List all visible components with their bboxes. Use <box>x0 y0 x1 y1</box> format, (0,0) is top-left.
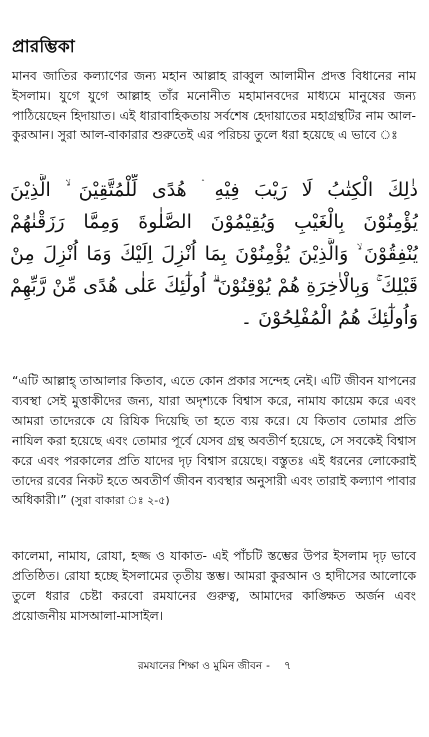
arabic-verse-line: يُنْفِقُوْنَ ۙ وَالَّذِيْنَ يُؤْمِنُوْنَ بِمَا اُنْزِلَ اِلَيْكَ وَمَا اُنْزِلَ مِنْ <box>10 243 418 265</box>
arabic-verse-line: يُؤْمِنُوْنَ بِالْغَيْبِ وَيُقِيْمُوْنَ الصَّلٰوةَ وَمِمَّا رَزَقْنٰهُمْ <box>10 211 418 233</box>
translation-text: “এটি আল্লাহ্ তাআলার কিতাব, এতে কোন প্রকার সন্দেহ নেই। এটি জীবন যাপনের ব্যবস্থা সেই মুত্তাকীদের জন্য, যারা অদৃশ্যকে বিশ্বাস করে, নামায কায়েম করে এবং আমরা তাদেরকে যে রিযিক দিয়েছি তা হতে ব্যয় করে। যে কিতাব তোমার প্রতি নাযিল করা হয়েছে এবং তোমার পূর্বে যেসব গ্রন্থ অবতীর্ণ হয়েছে, সে সবকেই বিশ্বাস করে এবং পরকালের প্রতি যাদের দৃঢ় বিশ্বাস রয়েছে। বস্তুতঃ এই ধরনের লোকেরাই তাদের রবের নিকট হতে অবতীর্ণ জীবন ব্যবস্থার অনুসারী এবং তারাই কল্যাণ পাবার অধিকারী।” <box>12 373 416 508</box>
page-footer <box>0 657 429 676</box>
arabic-verse-line: وَاُولٰٓئِكَ هُمُ الْمُفْلِحُوْنَ ۔ <box>240 307 418 329</box>
arabic-verse-line: ذٰلِكَ الْكِتٰبُ لَا رَيْبَ فِيْهِ ۛ هُدًى لِّلْمُتَّقِيْنَ ۙ الَّذِيْنَ <box>10 179 418 201</box>
verse-translation <box>12 371 416 511</box>
closing-paragraph: কালেমা, নামায, রোযা, হজ্জ ও যাকাত- এই পাঁচটি স্তম্ভের উপর ইসলাম দৃঢ় ভাবে প্রতিষ্ঠিত। রোযা হচ্ছে ইসলামের তৃতীয় স্তম্ভ। আমরা কুরআন ও হাদীসের আলোকে তুলে ধরার চেষ্টা করবো রমযানের গুরুত্ব, আমাদের কাঙ্ক্ষিত অর্জন এবং প্রয়োজনীয় মাসআলা-মাসাইল। <box>12 548 416 623</box>
arabic-verse-block <box>10 174 418 334</box>
surah-reference: (সুরা বাকারা ঃ ২-৫) <box>70 494 170 508</box>
footer-book-title: রমযানের শিক্ষা ও মুমিন জীবন <box>137 660 263 672</box>
arabic-verse-line: قَبْلِكَ ۚ وَبِالْاٰخِرَةِ هُمْ يُوْقِنُوْنَ ۗ اُولٰٓئِكَ عَلٰى هُدًى مِّنْ رَّبِّهِمْ <box>10 275 418 297</box>
intro-paragraph: মানব জাতির কল্যাণের জন্য মহান আল্লাহ রাব্বুল আলামীন প্রদত্ত বিধানের নাম ইসলাম। যুগে যুগে আল্লাহ তাঁর মনোনীত মহামানবদের মাধ্যমে মানুষের জন্য পাঠিয়েছেন হিদায়াত। এই ধারাবাহিকতায় সর্বশেষ হেদায়াতের মহাগ্রন্থটির নাম আল-কুরআন। সুরা আল-বাকারার শুরুতেই এর পরিচয় তুলে ধরা হয়েছে এ ভাবে ঃ <box>12 68 416 143</box>
section-heading: প্রারম্ভিকা <box>12 37 75 57</box>
page-number: ৭ <box>283 659 292 672</box>
footer-separator: - <box>266 660 270 672</box>
